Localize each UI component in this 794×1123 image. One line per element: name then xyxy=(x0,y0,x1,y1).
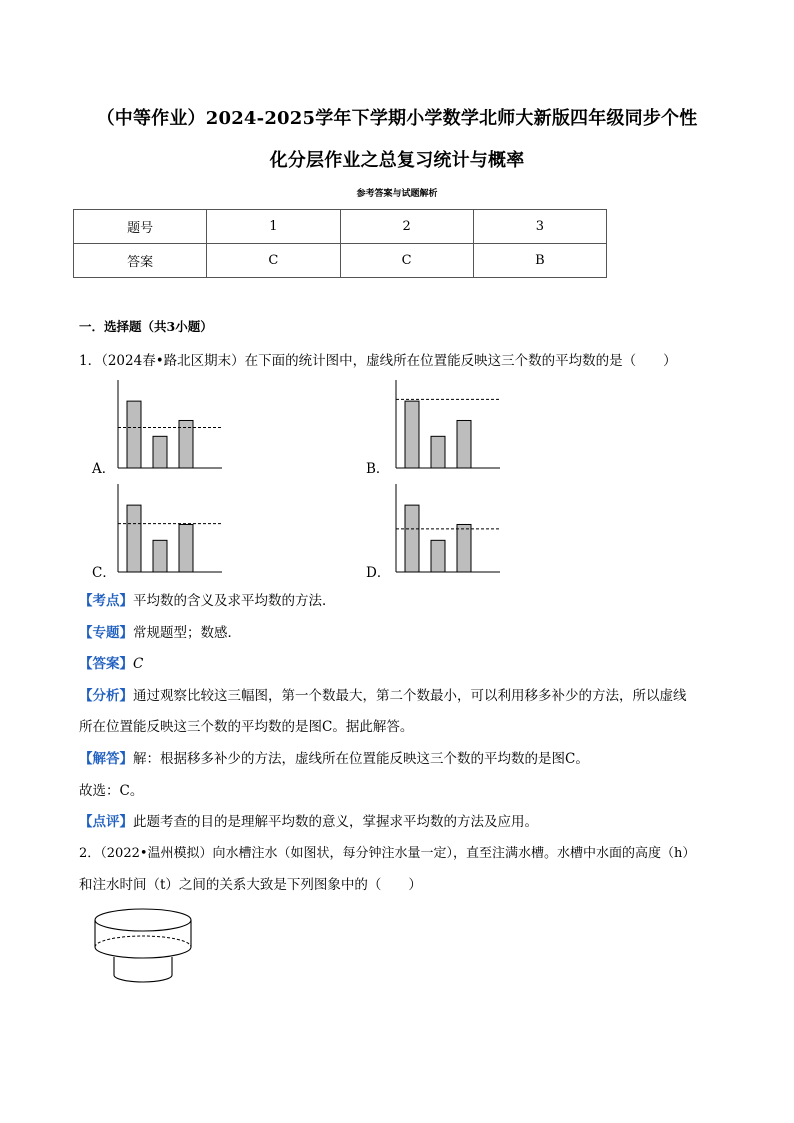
table-cell: 2 xyxy=(340,210,473,244)
bar-1 xyxy=(405,505,419,572)
guxuan-line: 故选：C。 xyxy=(79,783,144,799)
fenxi-tag: 【分析】 xyxy=(79,688,133,704)
jieda-text: 解：根据移多补少的方法，虚线所在位置能反映这三个数的平均数的是图C。 xyxy=(133,751,589,767)
bar-2 xyxy=(153,436,167,468)
chart-option-d xyxy=(388,480,508,576)
bar-3 xyxy=(179,524,193,572)
option-c-label: C． xyxy=(92,565,116,581)
dianping-text: 此题考查的目的是理解平均数的意义，掌握求平均数的方法及应用。 xyxy=(133,814,538,830)
kaodian-text: 平均数的含义及求平均数的方法． xyxy=(133,593,336,609)
option-a-label: A． xyxy=(92,461,116,477)
bar-3 xyxy=(457,420,471,468)
section-heading: 一．选择题（共3小题） xyxy=(79,319,213,334)
chart-option-c xyxy=(110,480,230,576)
fenxi-text-1: 通过观察比较这三幅图，第一个数最大，第二个数最小，可以利用移多补少的方法，所以虚线 xyxy=(133,688,687,704)
bar-2 xyxy=(431,436,445,468)
table-cell: C xyxy=(340,244,473,278)
zhuanti-line xyxy=(79,621,241,641)
fenxi-line-2: 所在位置能反映这三个数的平均数的是图C。据此解答。 xyxy=(79,719,414,735)
bar-1 xyxy=(127,505,141,572)
zhuanti-tag: 【专题】 xyxy=(79,625,133,641)
table-cell: 答案 xyxy=(74,244,207,278)
table-cell: 题号 xyxy=(74,210,207,244)
zhuanti-text: 常规题型；数感． xyxy=(133,625,241,641)
table-cell: B xyxy=(473,244,606,278)
kaodian-tag: 【考点】 xyxy=(79,593,133,609)
kaodian-line xyxy=(79,589,336,609)
bar-3 xyxy=(457,524,471,572)
table-cell: C xyxy=(207,244,340,278)
table-row xyxy=(74,210,607,244)
bar-1 xyxy=(127,401,141,468)
question-2-stem-1: 2．（2022•温州模拟）向水槽注水（如图状，每分钟注水量一定），直至注满水槽。水槽中水面的高度（h） xyxy=(79,846,696,861)
question-1-stem: 1．（2024春•路北区期末）在下面的统计图中，虚线所在位置能反映这三个数的平均数的是（ ） xyxy=(79,353,677,369)
option-d-label: D． xyxy=(366,565,391,581)
daan-text: C xyxy=(133,656,144,672)
table-row xyxy=(74,244,607,278)
title-line-1: （中等作业）2024-2025学年下学期小学数学北师大新版四年级同步个性 xyxy=(96,108,698,129)
table-cell: 3 xyxy=(473,210,606,244)
bar-2 xyxy=(431,540,445,572)
subtitle: 参考答案与试题解析 xyxy=(356,189,438,199)
dianping-tag: 【点评】 xyxy=(79,814,133,830)
option-b-label: B． xyxy=(366,461,390,477)
water-tank-figure xyxy=(92,903,202,987)
chart-option-b xyxy=(388,376,508,472)
daan-line xyxy=(79,652,143,672)
dianping-line xyxy=(79,810,538,830)
fenxi-line-1 xyxy=(79,684,687,704)
chart-option-a xyxy=(110,376,230,472)
daan-tag: 【答案】 xyxy=(79,656,133,672)
jieda-tag: 【解答】 xyxy=(79,751,133,767)
bar-2 xyxy=(153,540,167,572)
question-2-stem-2: 和注水时间（t）之间的关系大致是下列图象中的（ ） xyxy=(79,877,422,893)
jieda-line xyxy=(79,747,589,767)
bar-1 xyxy=(405,401,419,468)
answer-table xyxy=(73,209,607,278)
title-line-2: 化分层作业之总复习统计与概率 xyxy=(269,150,525,171)
table-cell: 1 xyxy=(207,210,340,244)
